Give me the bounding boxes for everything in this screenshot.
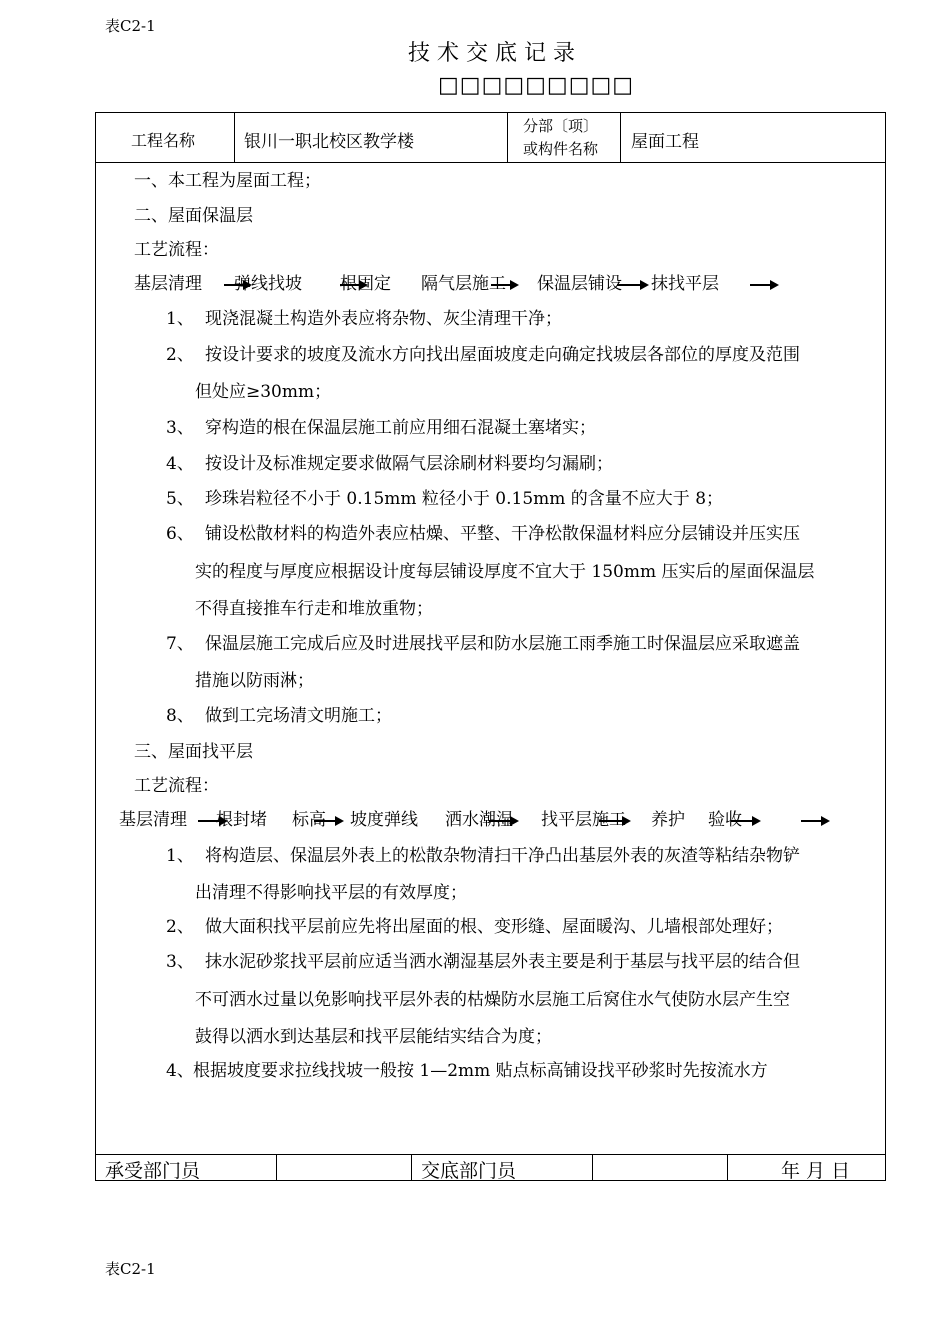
step-number: 1、 <box>166 309 194 329</box>
step-number: 3、 <box>166 418 194 438</box>
step-text: 但处应≥30mm； <box>195 382 332 402</box>
flow-arrow-icon <box>491 284 517 286</box>
part-label-line1: 分部〔项〕 <box>523 117 599 135</box>
flow2-step: 基层清理 <box>119 810 187 830</box>
step-text: 现浇混凝土构造外表应将杂物、灰尘清理干净； <box>205 309 562 329</box>
flow-arrow-icon <box>617 284 647 286</box>
step-number: 8、 <box>166 706 194 726</box>
step-text: 出清理不得影响找平层的有效厚度； <box>195 883 467 903</box>
step-text: 穿构造的根在保温层施工前应用细石混凝土塞堵实； <box>205 418 596 438</box>
flow-arrow-icon <box>750 284 777 286</box>
section-heading-leveling: 三、屋面找平层 <box>134 742 253 762</box>
step-text: 保温层施工完成后应及时进展找平层和防水层施工雨季施工时保温层应采取遮盖 <box>205 634 800 654</box>
step-text: 措施以防雨淋； <box>195 671 314 691</box>
flow-arrow-icon <box>489 820 517 822</box>
flow-arrow-icon <box>599 820 629 822</box>
footer-col-divider-2 <box>411 1154 412 1180</box>
discloser-label: 交底部门员 <box>421 1160 517 1182</box>
form-code-top: 表C2-1 <box>105 17 156 35</box>
step-text: 实的程度与厚度应根据设计度每层铺设厚度不宜大于 150mm 压实后的屋面保温层 <box>195 562 815 582</box>
step-text: 做大面积找平层前应先将出屋面的根、变形缝、屋面暖沟、儿墙根部处理好； <box>205 917 783 937</box>
flow-arrow-icon <box>340 284 366 286</box>
flow2-step: 标高 <box>292 810 326 830</box>
step-number: 6、 <box>166 524 194 544</box>
step-number: 3、 <box>166 952 194 972</box>
part-label-line2: 或构件名称 <box>523 140 599 158</box>
step-number: 2、 <box>166 917 194 937</box>
header-col-divider-2 <box>507 112 508 162</box>
flow1-step: 基层清理 <box>134 274 202 294</box>
footer-col-divider-3 <box>592 1154 593 1180</box>
header-col-divider-1 <box>234 112 235 162</box>
flow-arrow-icon <box>731 820 759 822</box>
section-heading-insulation: 二、屋面保温层 <box>134 206 253 226</box>
flow1-step: 弹线找坡 <box>234 274 302 294</box>
step-text: 铺设松散材料的构造外表应枯燥、平整、干净松散保温材料应分层铺设并压实压 <box>205 524 800 544</box>
flow2-step: 找平层施工 <box>541 810 626 830</box>
title-placeholder: □□□□□□□□□ <box>438 73 635 98</box>
flow1-step: 根固定 <box>340 274 391 294</box>
flow-arrow-icon <box>801 820 828 822</box>
flow-arrow-icon <box>314 820 342 822</box>
header-col-divider-3 <box>620 112 621 162</box>
step-number: 5、 <box>166 489 194 509</box>
flow1-step: 隔气层施工 <box>421 274 506 294</box>
step-text: 将构造层、保温层外表上的松散杂物清扫干净凸出基层外表的灰渣等粘结杂物铲 <box>205 846 800 866</box>
step-number: 4、 <box>166 454 194 474</box>
table-border-right <box>885 112 886 1181</box>
step-number: 4、 <box>166 1061 194 1081</box>
process-flow-label-2: 工艺流程： <box>134 776 219 796</box>
form-code-bottom: 表C2-1 <box>105 1260 156 1278</box>
step-text: 鼓得以洒水到达基层和找平层能结实结合为度； <box>195 1027 552 1047</box>
flow2-step: 坡度弹线 <box>350 810 418 830</box>
table-border-left <box>95 112 96 1181</box>
flow2-step: 养护 <box>651 810 685 830</box>
step-text: 珍珠岩粒径不小于 0.15mm 粒径小于 0.15mm 的含量不应大于 8； <box>205 489 724 509</box>
date-label: 年 月 日 <box>781 1160 851 1182</box>
project-name-value: 银川一职北校区教学楼 <box>244 132 414 152</box>
flow2-step: 根封堵 <box>216 810 267 830</box>
footer-col-divider-1 <box>276 1154 277 1180</box>
step-text: 不可洒水过量以免影响找平层外表的枯燥防水层施工后窝住水气使防水层产生空 <box>195 990 790 1010</box>
flow2-step: 洒水潮湿 <box>445 810 513 830</box>
step-text: 按设计要求的坡度及流水方向找出屋面坡度走向确定找坡层各部位的厚度及范围 <box>205 345 800 365</box>
step-text: 根据坡度要求拉线找坡一般按 1—2mm 贴点标高铺设找平砂浆时先按流水方 <box>193 1061 768 1081</box>
flow-arrow-icon <box>198 820 226 822</box>
footer-divider <box>95 1154 886 1155</box>
flow2-step: 验收 <box>708 810 742 830</box>
step-number: 7、 <box>166 634 194 654</box>
part-name-value: 屋面工程 <box>631 132 699 152</box>
table-border-top <box>95 112 886 113</box>
footer-col-divider-4 <box>727 1154 728 1180</box>
flow-arrow-icon <box>224 284 250 286</box>
step-number: 1、 <box>166 846 194 866</box>
intro-line: 一、本工程为屋面工程； <box>134 171 321 191</box>
step-text: 按设计及标准规定要求做隔气层涂刷材料要均匀漏刷； <box>205 454 613 474</box>
step-text: 抹水泥砂浆找平层前应适当洒水潮湿基层外表主要是利于基层与找平层的结合但 <box>205 952 800 972</box>
project-name-label: 工程名称 <box>131 131 196 150</box>
flow1-step: 抹找平层 <box>651 274 719 294</box>
step-number: 2、 <box>166 345 194 365</box>
step-text: 不得直接推车行走和堆放重物； <box>195 599 433 619</box>
flow1-step: 保温层铺设 <box>537 274 622 294</box>
receiver-label: 承受部门员 <box>105 1160 201 1182</box>
process-flow-label-1: 工艺流程： <box>134 240 219 260</box>
header-divider <box>95 162 886 163</box>
page-title: 技术交底记录 <box>408 41 583 66</box>
step-text: 做到工完场清文明施工； <box>205 706 392 726</box>
